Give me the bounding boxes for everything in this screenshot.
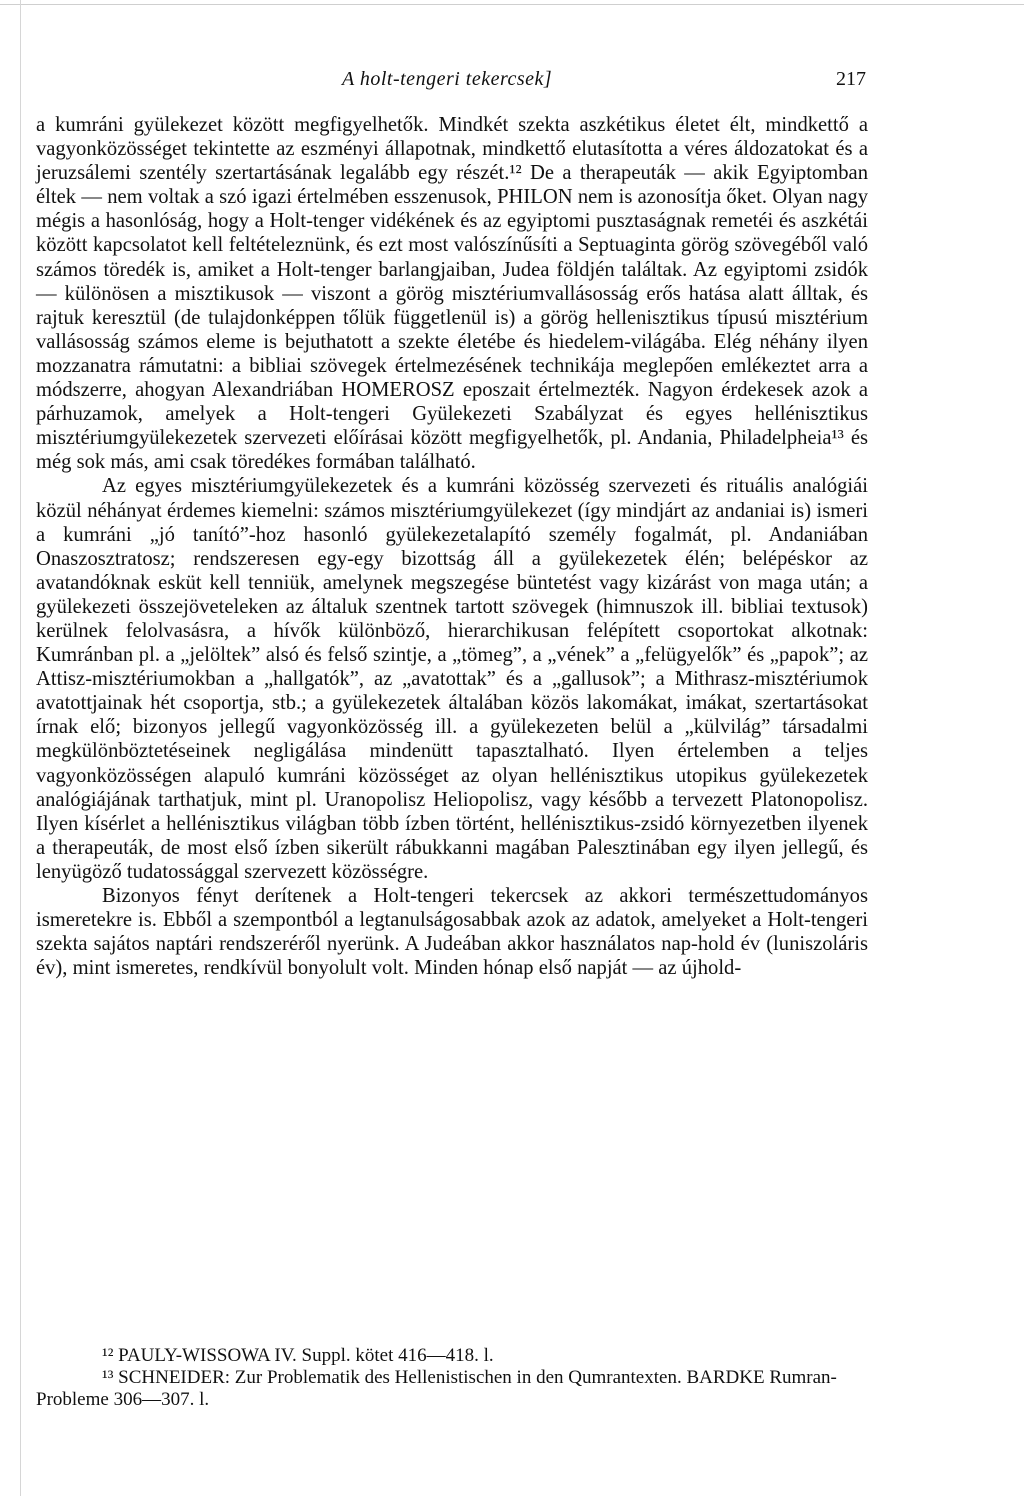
footnote-13: ¹³ SCHNEIDER: Zur Problematik des Hellenistischen in den Qumrantexten. BARDKE Rumran-Probleme 306—307. l. [36, 1367, 837, 1410]
running-title: A holt-tengeri tekercsek] [342, 68, 553, 90]
paragraph-2: Az egyes misztériumgyülekezetek és a kumráni közösség szervezeti és rituális analógiái közül néhányat érdemes kiemelni: számos misztériumgyülekezet (így mindjárt az andaniai is) ismeri a kumráni „jó tanító”-hoz hasonló gyülekezetalapító személy fogalmát, pl. Andaniában Onaszosztratosz; rendszeresen egy-egy bizottság áll a gyülekezetek élén; belépéskor az avatandóknak esküt kell tenniük, amelynek megszegése büntetést vagy kizárást von maga után; a gyülekezeti összejöveteleken az általuk szentnek tartott szövegek (himnuszok ill. bibliai textusok) kerülnek felolvasásra, a hívők különböző, hierarchikusan felépített csoportokat alkotnak: Kumránban pl. a „jelöltek” alsó és felső szintje, a „tömeg”, a „vének” a „felügyelők” és „papok”; az Attisz-misztériumokban a „hallgatók”, az „avatottak” és a „gallusok”; a Mithrasz-misztériumok avatottjainak hét csoportja, stb.; a gyülekezetek általában közös lakomákat, imákat, szertartásokat írnak elő; bizonyos jellegű vagyonközösség ill. a gyülekezeten belül a „külvilág” társadalmi megkülönböztetéseinek negligálása mindenütt tapasztalható. Ilyen értelemben a teljes vagyonközösségen alapuló kumráni közösséget az olyan hellénisztikus utopikus gyülekezetek analógiájának tarthatjuk, mint pl. Uranopolisz Heliopolisz, vagy később a tervezett Platonopolisz. Ilyen kísérlet a hellénisztikus világban több ízben történt, hellénisztikus-zsidó környezetben ilyenek a therapeuták, de most első ízben sikerült rábukkanni magában Palesztinában egy ilyen jellegű, és lenyügöző tudatossággal szervezett közösségre. [36, 475, 868, 883]
body-text [36, 113, 868, 980]
scan-edge-top [0, 4, 1024, 5]
paragraph-1: a kumráni gyülekezet között megfigyelhetők. Mindkét szekta aszkétikus életet élt, mindkettő a vagyonközösséget tekintette az eszményi állapotnak, mindkettő elutasította a véres áldozatokat és a jeruzsálemi szentély szertartásának legalább egy részét.¹² De a therapeuták — akik Egyiptomban éltek — nem voltak a szó igazi értelmében esszenusok, PHILON nem is azonosítja őket. Olyan nagy mégis a hasonlóság, hogy a Holt-tenger vidékének és az egyiptomi pusztaságnak remetéi és aszkétái között kapcsolatot kell feltételeznünk, és ezt most valószínűsíti a Septuaginta görög szövegéből való számos töredék is, amiket a Holt-tenger barlangjaiban, Judea földjén találtak. Az egyiptomi zsidók — különösen a misztikusok — viszont a görög misztériumvallásosság erős hatása alatt álltak, és rajtuk keresztül (de tulajdonképpen tőlük függetlenül is) a görög hellenisztikus típusú misztérium vallásosság számos eleme is bejuthatott a szekte életébe és hiedelem-világába. Elég néhány ilyen mozzanatra rámutatni: a bibliai szövegek értelmezésének technikája meglepően emlékeztet arra a módszerre, ahogyan Alexandriában HOMEROSZ eposzait értelmezték. Nagyon érdekesek azok a párhuzamok, amelyek a Holt-tengeri Gyülekezeti Szabályzat és egyes hellénisztikus misztériumgyülekezetek szervezeti előírásai között megfigyelhetők, pl. Andania, Philadelpheia¹³ és még sok más, ami csak töredékes formában található. [36, 114, 868, 474]
page-number: 217 [836, 68, 866, 90]
footnote-12: ¹² PAULY-WISSOWA IV. Suppl. kötet 416—418. l. [102, 1345, 494, 1366]
scan-edge-left [20, 0, 21, 1496]
paragraph-3: Bizonyos fényt derítenek a Holt-tengeri tekercsek az akkori természettudományos ismeretekre is. Ebből a szempontból a legtanulságosabbak azok az adatok, amelyeket a Holt-tengeri szekta sajátos naptári rendszeréről nyerünk. A Judeában akkor használatos nap-hold év (luniszoláris év), mint ismeretes, rendkívül bonyolult volt. Minden hónap első napját — az újhold- [36, 885, 868, 980]
footnotes [36, 1345, 868, 1411]
running-head [36, 68, 866, 98]
